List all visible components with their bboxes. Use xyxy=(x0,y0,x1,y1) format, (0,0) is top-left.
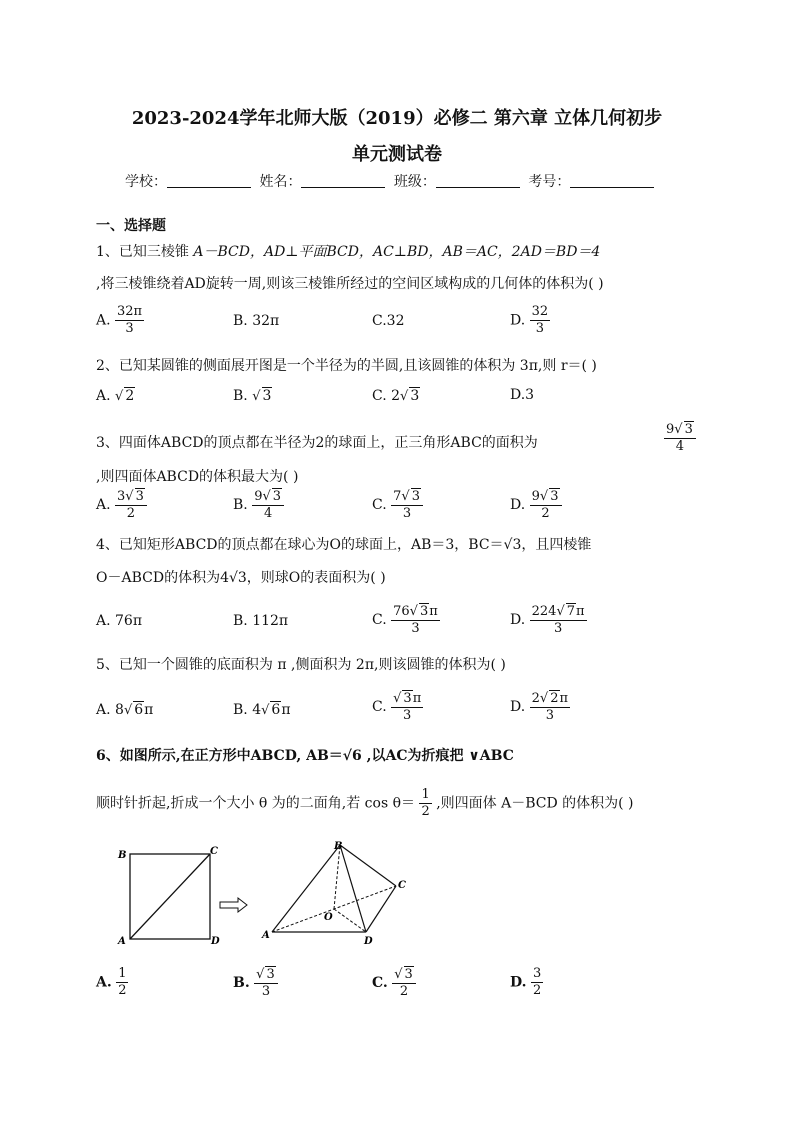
option-letter: A. xyxy=(96,388,111,404)
pi-symbol: π xyxy=(144,702,154,718)
label-b: B xyxy=(334,841,343,852)
title-line-1: 2023-2024学年北师大版（2019）必修二 第六章 立体几何初步 xyxy=(131,108,663,129)
q6-line-1: 6、如图所示,在正方形中ABCD, AB＝√6 ,以AC为折痕把 ∨ABC xyxy=(96,748,514,764)
denominator: 3 xyxy=(125,321,134,336)
coefficient: 4 xyxy=(252,702,262,718)
option-letter: B. xyxy=(233,388,248,404)
q4-option-d[interactable] xyxy=(510,603,587,637)
radicand: 3 xyxy=(550,489,559,504)
denominator: 4 xyxy=(263,506,273,521)
numerator: 32π xyxy=(117,304,143,319)
diagonal-ac xyxy=(130,854,210,939)
option-letter: C. xyxy=(372,975,388,991)
q6-text: 顺时针折起,折成一个大小 θ 为的二面角,若 cos θ＝ xyxy=(96,795,416,812)
denominator: 3 xyxy=(402,506,412,521)
label-c: C xyxy=(398,880,406,891)
radicand: 3 xyxy=(403,691,412,706)
q3-option-c[interactable] xyxy=(372,488,423,522)
exam-no-label: 考号： xyxy=(528,174,571,190)
option-letter: C. xyxy=(372,699,387,715)
q1-line-2: ,将三棱锥绕着AD旋转一周,则该三棱锥所经过的空间区域构成的几何体的体积为( ) xyxy=(96,276,604,292)
coefficient: 2 xyxy=(531,691,540,706)
radicand: 3 xyxy=(272,489,282,504)
q3-option-d[interactable] xyxy=(510,488,562,522)
option-letter: A. xyxy=(96,497,111,513)
coefficient: 3 xyxy=(117,489,126,504)
fraction xyxy=(252,488,284,522)
sqrt-sign: √ xyxy=(539,489,549,504)
edge-dc xyxy=(366,886,396,932)
option-letter: D. xyxy=(510,312,526,329)
q6-option-a[interactable] xyxy=(96,966,128,999)
radicand: 3 xyxy=(404,967,413,982)
section-heading: 一、选择题 xyxy=(96,218,166,234)
q3-area-fraction xyxy=(664,421,696,455)
q4-option-b[interactable]: B. 112π xyxy=(233,613,289,629)
radicand: 2 xyxy=(125,388,135,404)
numerator: 3 xyxy=(532,966,542,981)
coefficient: 8 xyxy=(115,702,124,718)
fraction xyxy=(530,488,562,522)
numerator xyxy=(530,690,570,708)
denominator: 3 xyxy=(261,984,271,999)
coefficient: 9 xyxy=(666,422,675,437)
numerator xyxy=(391,488,423,506)
coefficient: 9 xyxy=(531,489,540,504)
sqrt-sign: √ xyxy=(123,703,133,718)
radicand: 2 xyxy=(550,691,559,706)
pi-symbol: π xyxy=(412,691,422,706)
numerator: 32 xyxy=(531,304,549,319)
label-b: B xyxy=(118,850,127,861)
q6-line-2 xyxy=(96,787,634,820)
fraction xyxy=(530,304,551,337)
class-label: 班级： xyxy=(393,174,436,190)
radicand: 3 xyxy=(262,388,272,404)
numerator xyxy=(530,488,562,506)
option-letter: B. xyxy=(233,702,248,718)
sqrt-sign: √ xyxy=(556,604,565,619)
option-letter: D. xyxy=(510,974,527,991)
sqrt-sign: √ xyxy=(394,967,403,982)
fraction xyxy=(530,690,570,724)
numerator xyxy=(254,966,278,984)
fraction xyxy=(391,488,423,522)
pi-symbol: π xyxy=(429,604,438,619)
sqrt-sign: √ xyxy=(674,422,683,437)
q1-option-a[interactable] xyxy=(96,304,144,337)
sqrt-sign: √ xyxy=(125,489,134,504)
fraction xyxy=(115,304,144,337)
fraction xyxy=(419,787,431,820)
q1-line-1 xyxy=(96,241,600,261)
arrow-icon xyxy=(220,898,247,912)
option-letter: A. xyxy=(96,974,112,991)
fraction xyxy=(116,966,128,999)
class-blank[interactable] xyxy=(436,174,520,188)
q4-option-a[interactable]: A. 76π xyxy=(96,613,143,629)
square-abcd-diagram xyxy=(117,846,220,947)
numerator xyxy=(664,421,696,439)
numerator: 1 xyxy=(118,966,127,981)
option-letter: B. xyxy=(233,975,250,991)
radicand: 3 xyxy=(410,388,420,404)
denominator: 2 xyxy=(126,506,136,521)
q3-option-a[interactable] xyxy=(96,488,147,522)
fraction xyxy=(664,421,696,455)
sqrt-sign: √ xyxy=(539,691,549,706)
fraction xyxy=(392,966,416,1000)
pi-symbol: π xyxy=(576,604,585,619)
radicand: 3 xyxy=(266,967,275,982)
radicand: 3 xyxy=(684,422,693,437)
radicand: 3 xyxy=(419,604,429,619)
denominator: 2 xyxy=(541,506,550,521)
sqrt-sign: √ xyxy=(393,691,402,706)
q6-option-c[interactable] xyxy=(372,966,416,1000)
sqrt-sign: √ xyxy=(262,489,271,504)
title-line-2: 单元测试卷 xyxy=(352,144,442,165)
denominator: 2 xyxy=(421,804,430,819)
student-info-row xyxy=(125,171,658,191)
option-letter: C. xyxy=(372,612,387,628)
fraction xyxy=(391,603,440,637)
school-label: 学校： xyxy=(125,174,167,190)
numerator xyxy=(530,603,587,621)
denominator: 2 xyxy=(532,983,542,998)
denominator: 3 xyxy=(545,708,554,723)
sqrt-sign: √ xyxy=(252,389,261,404)
pi-symbol: π xyxy=(281,702,291,718)
denominator: 3 xyxy=(411,621,420,636)
radicand: 7 xyxy=(566,604,576,619)
q1-text: 1、已知三棱锥 xyxy=(96,244,189,260)
option-letter: B. xyxy=(233,497,248,513)
q2-option-c[interactable] xyxy=(372,387,420,404)
folding-figure xyxy=(112,840,432,960)
label-a: A xyxy=(262,930,270,941)
q4-option-c[interactable] xyxy=(372,603,440,637)
denominator: 2 xyxy=(399,984,409,999)
denominator: 3 xyxy=(403,708,412,723)
sqrt-sign: √ xyxy=(256,967,265,982)
fraction xyxy=(391,690,423,724)
coefficient: 7 xyxy=(393,489,402,504)
fraction xyxy=(254,966,278,1000)
q3-text: 3、四面体ABCD的顶点都在半径为2的球面上，正三角形ABC的面积为 xyxy=(96,435,538,451)
numerator xyxy=(392,966,416,984)
q2-line-1: 2、已知某圆锥的侧面展开图是一个半径为的半圆,且该圆锥的体积为 3π,则 r＝( ) xyxy=(96,358,597,374)
option-letter: D. xyxy=(510,699,526,715)
segment-od xyxy=(334,909,366,932)
coefficient: 9 xyxy=(254,489,263,504)
radicand: 6 xyxy=(271,702,281,718)
q2-option-a[interactable] xyxy=(96,387,135,404)
q2-option-d[interactable]: D.3 xyxy=(510,387,535,403)
coefficient: 224 xyxy=(531,604,557,619)
coefficient: 2 xyxy=(391,388,401,404)
fraction xyxy=(531,966,543,999)
sqrt-sign: √ xyxy=(115,389,124,404)
sqrt-sign: √ xyxy=(401,489,410,504)
name-blank[interactable] xyxy=(301,174,385,188)
exam-no-blank[interactable] xyxy=(570,174,654,188)
q6-option-d[interactable] xyxy=(510,966,543,999)
label-c: C xyxy=(210,846,218,857)
q3-line-1 xyxy=(96,432,538,452)
label-d: D xyxy=(211,936,220,947)
pi-symbol: π xyxy=(559,691,569,706)
numerator xyxy=(391,690,423,708)
q1-option-c[interactable]: C.32 xyxy=(372,313,405,329)
coefficient: 76 xyxy=(393,604,410,619)
radicand: 3 xyxy=(411,489,420,504)
q2-option-b[interactable] xyxy=(233,387,272,404)
option-letter: D. xyxy=(510,497,526,513)
sqrt-sign: √ xyxy=(261,703,270,718)
denominator: 3 xyxy=(553,621,563,636)
denominator: 3 xyxy=(535,321,545,336)
sqrt-sign: √ xyxy=(400,389,409,404)
numerator xyxy=(115,488,147,506)
option-letter: D. xyxy=(510,612,526,628)
denominator: 2 xyxy=(118,983,127,998)
q5-option-a[interactable] xyxy=(96,701,153,718)
fraction xyxy=(530,603,587,637)
q1-option-b[interactable]: B. 32π xyxy=(233,313,280,329)
radicand: 6 xyxy=(134,702,144,718)
q5-option-c[interactable] xyxy=(372,690,423,724)
fraction xyxy=(115,488,147,522)
segment-ob xyxy=(334,845,340,909)
radicand: 3 xyxy=(135,489,144,504)
q5-line-1: 5、已知一个圆锥的底面积为 π ,侧面积为 2π,则该圆锥的体积为( ) xyxy=(96,657,506,673)
q6-option-b[interactable] xyxy=(233,966,278,1000)
label-a: A xyxy=(118,936,126,947)
numerator xyxy=(252,488,284,506)
q3-option-b[interactable] xyxy=(233,488,284,522)
q6-text-tail: ,则四面体 A－BCD 的体积为( ) xyxy=(436,795,634,812)
sqrt-sign: √ xyxy=(409,604,418,619)
option-letter: A. xyxy=(96,312,111,329)
q5-option-b[interactable] xyxy=(233,701,291,718)
q3-line-2: ,则四面体ABCD的体积最大为( ) xyxy=(96,469,299,485)
q1-expression: A－BCD，AD⊥平面BCD，AC⊥BD，AB＝AC，2AD＝BD＝4 xyxy=(193,244,601,260)
q4-line-2: O－ABCD的体积为4√3，则球O的表面积为( ) xyxy=(96,570,386,586)
tetrahedron-diagram xyxy=(261,841,406,947)
option-letter: C. xyxy=(372,497,387,513)
q1-option-d[interactable] xyxy=(510,304,550,337)
label-o: O xyxy=(324,912,333,923)
school-blank[interactable] xyxy=(167,174,251,188)
numerator: 1 xyxy=(421,787,430,802)
numerator xyxy=(391,603,440,621)
option-letter: C. xyxy=(372,388,387,404)
denominator: 4 xyxy=(675,439,685,454)
q5-option-d[interactable] xyxy=(510,690,570,724)
edge-bc xyxy=(340,845,396,886)
edge-bd xyxy=(340,845,366,932)
option-letter: A. xyxy=(96,702,111,718)
label-d: D xyxy=(364,936,373,947)
name-label: 姓名： xyxy=(259,174,302,190)
q4-line-1: 4、已知矩形ABCD的顶点都在球心为O的球面上，AB＝3，BC＝√3，且四棱锥 xyxy=(96,537,592,553)
